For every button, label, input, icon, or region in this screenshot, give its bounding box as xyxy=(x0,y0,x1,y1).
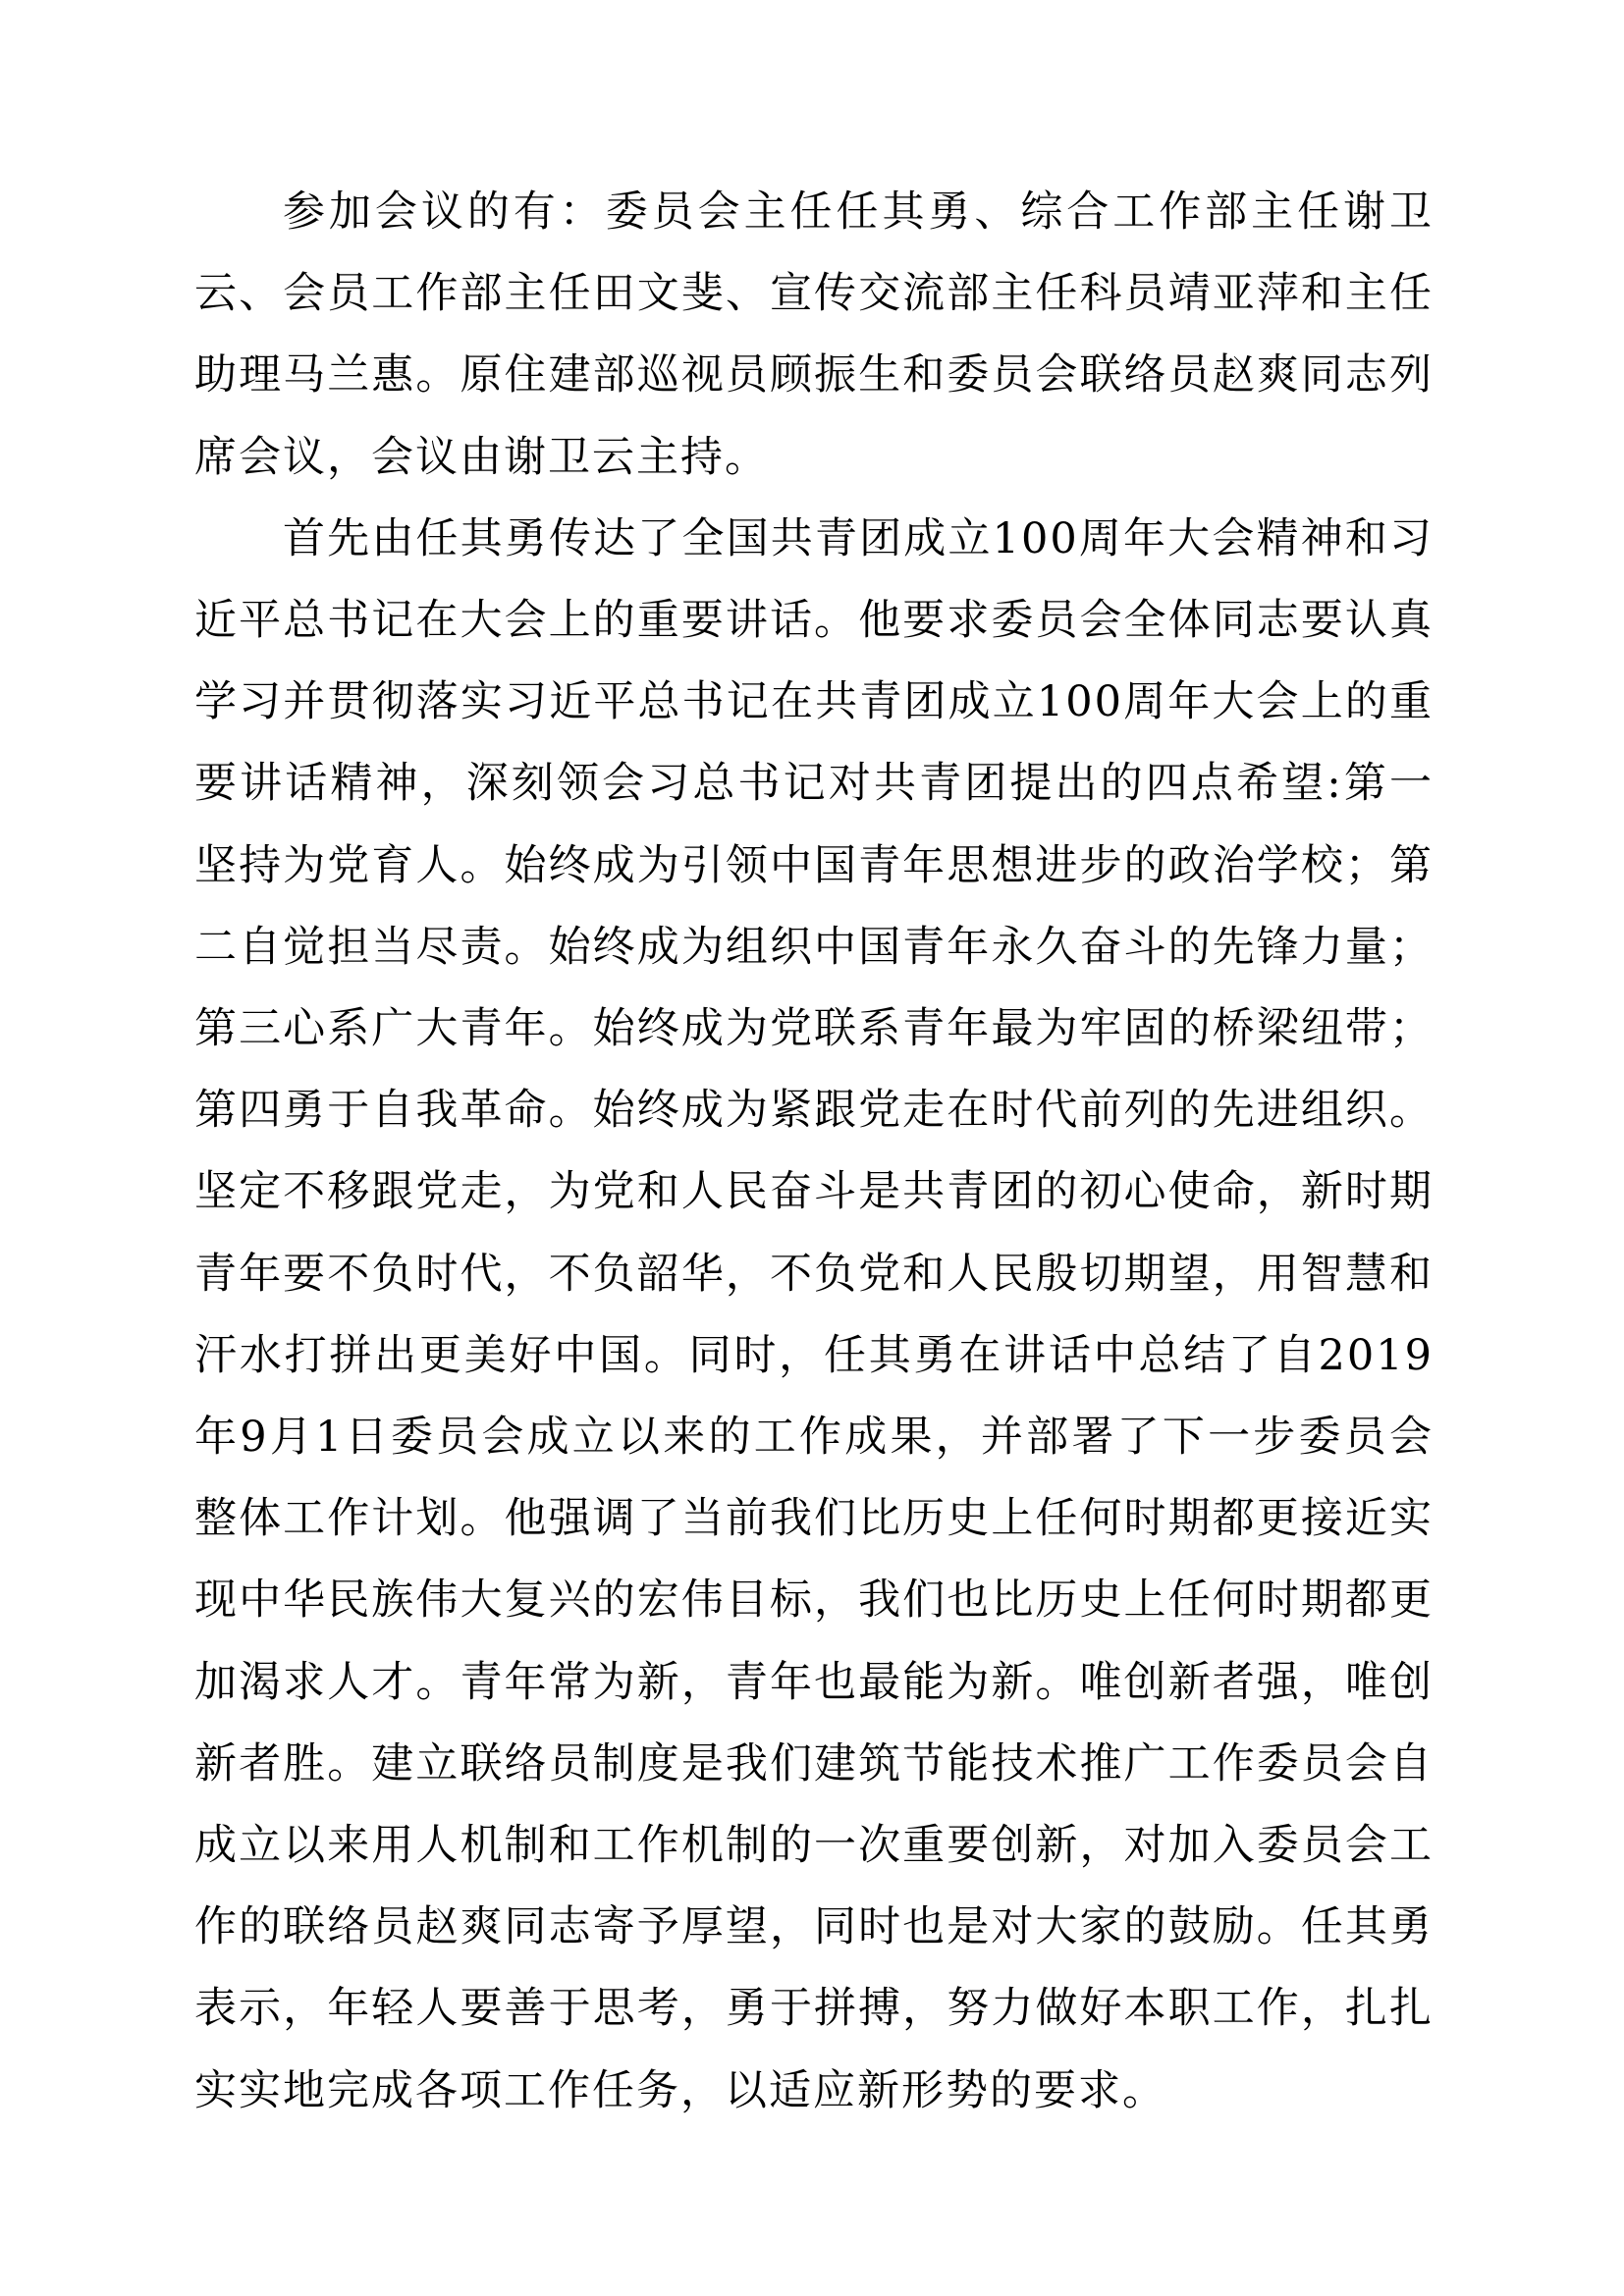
speech-summary-paragraph: 首先由任其勇传达了全国共青团成立100周年大会精神和习近平总书记在大会上的重要讲话。他要求委员会全体同志要认真学习并贯彻落实习近平总书记在共青团成立100周年大会上的重要讲话精神，深刻领会习总书记对共青团提出的四点希望:第一坚持为党育人。始终成为引领中国青年思想进步的政治学校；第二自觉担当尽责。始终成为组织中国青年永久奋斗的先锋力量；第三心系广大青年。始终成为党联系青年最为牢固的桥梁纽带；第四勇于自我革命。始终成为紧跟党走在时代前列的先进组织。坚定不移跟党走，为党和人民奋斗是共青团的初心使命，新时期青年要不负时代，不负韶华，不负党和人民殷切期望，用智慧和汗水打拼出更美好中国。同时，任其勇在讲话中总结了自2019年9月1日委员会成立以来的工作成果，并部署了下一步委员会整体工作计划。他强调了当前我们比历史上任何时期都更接近实现中华民族伟大复兴的宏伟目标，我们也比历史上任何时期都更加渴求人才。青年常为新，青年也最能为新。唯创新者强，唯创新者胜。建立联络员制度是我们建筑节能技术推广工作委员会自成立以来用人机制和工作机制的一次重要创新，对加入委员会工作的联络员赵爽同志寄予厚望，同时也是对大家的鼓励。任其勇表示，年轻人要善于思考，勇于拼搏，努力做好本职工作，扎扎实实地完成各项工作任务，以适应新形势的要求。 xyxy=(194,513,1434,2115)
attendees-paragraph: 参加会议的有：委员会主任任其勇、综合工作部主任谢卫云、会员工作部主任田文斐、宣传交流部主任科员靖亚萍和主任助理马兰惠。原住建部巡视员顾振生和委员会联络员赵爽同志列席会议，会议由谢卫云主持。 xyxy=(194,187,1434,482)
document-body xyxy=(194,172,1434,2132)
